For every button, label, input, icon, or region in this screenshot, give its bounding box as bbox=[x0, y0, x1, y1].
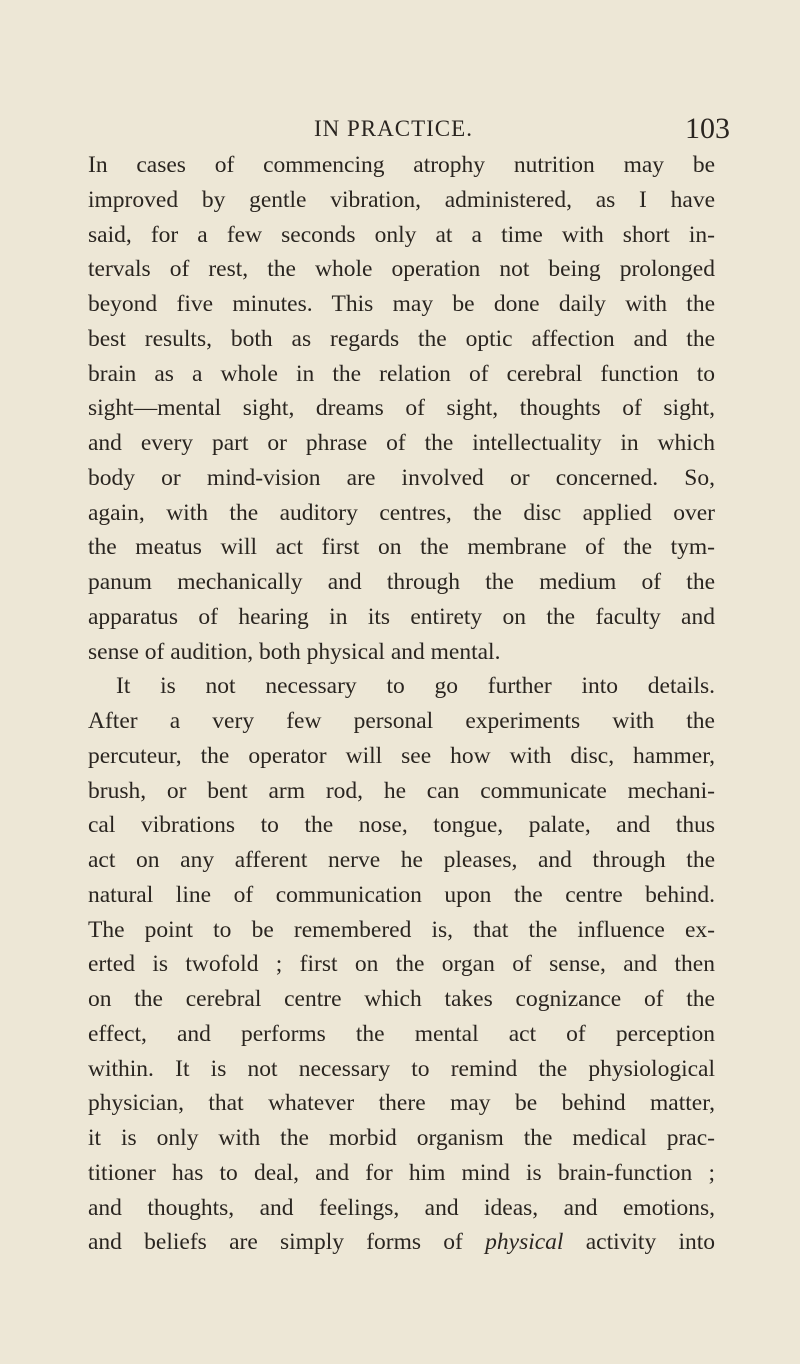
text-line: titioner has to deal, and for him mind is brain-function ; bbox=[88, 1159, 715, 1186]
text-line: apparatus of hearing in its entirety on the faculty and bbox=[88, 603, 715, 630]
text-line: effect, and performs the mental act of perception bbox=[88, 1020, 715, 1047]
text-line: said, for a few seconds only at a time with short in- bbox=[88, 221, 715, 248]
text-line: it is only with the morbid organism the medical prac- bbox=[88, 1125, 715, 1151]
text-line: tervals of rest, the whole operation not being prolonged bbox=[88, 256, 715, 283]
text-line: within. It is not necessary to remind the physiological bbox=[88, 1055, 715, 1082]
final-text-line bbox=[88, 1225, 715, 1260]
text-line: erted is twofold ; first on the organ of sense, and then bbox=[88, 951, 715, 978]
text-line: body or mind-vision are involved or concerned. So, bbox=[88, 464, 715, 491]
text-line: panum mechanically and through the medium of the bbox=[88, 569, 715, 595]
text-line: The point to be remembered is, that the influence ex- bbox=[88, 916, 715, 943]
running-head bbox=[0, 112, 800, 152]
final-line-start: and beliefs are simply forms of bbox=[88, 1229, 486, 1256]
text-line: and thoughts, and feelings, and ideas, and emotions, bbox=[88, 1194, 715, 1221]
text-line: After a very few personal experiments with the bbox=[88, 708, 715, 734]
text-line: natural line of communication upon the centre behind. bbox=[88, 881, 715, 908]
text-line: again, with the auditory centres, the disc applied over bbox=[88, 499, 715, 526]
text-line: sense of audition, both physical and mental. bbox=[88, 638, 501, 665]
page-number: 103 bbox=[685, 112, 730, 145]
paragraph-start-line: It is not necessary to go further into details. bbox=[116, 673, 715, 700]
text-line: physician, that whatever there may be behind matter, bbox=[88, 1090, 715, 1117]
italic-word-physical: physical bbox=[485, 1229, 564, 1256]
text-line: act on any afferent nerve he pleases, and through the bbox=[88, 847, 715, 873]
text-line: beyond five minutes. This may be done daily with the bbox=[88, 291, 715, 317]
text-line: percuteur, the operator will see how with disc, hammer, bbox=[88, 742, 715, 769]
final-line-end: activity into bbox=[563, 1229, 715, 1256]
text-line: the meatus will act first on the membrane of the tym- bbox=[88, 534, 715, 561]
text-line: cal vibrations to the nose, tongue, palate, and thus bbox=[88, 812, 715, 839]
text-line: brush, or bent arm rod, he can communicate mechani- bbox=[88, 777, 715, 804]
text-line: and every part or phrase of the intellectuality in which bbox=[88, 430, 715, 456]
running-title: IN PRACTICE. bbox=[314, 116, 473, 141]
text-line: best results, both as regards the optic affection and the bbox=[88, 325, 715, 352]
text-line: on the cerebral centre which takes cognizance of the bbox=[88, 986, 715, 1012]
body-text bbox=[88, 148, 715, 1260]
text-line: improved by gentle vibration, administered, as I have bbox=[88, 186, 715, 213]
text-line: brain as a whole in the relation of cerebral function to bbox=[88, 360, 715, 387]
text-line: In cases of commencing atrophy nutrition may be bbox=[88, 152, 715, 178]
text-line: sight—mental sight, dreams of sight, thoughts of sight, bbox=[88, 395, 715, 422]
